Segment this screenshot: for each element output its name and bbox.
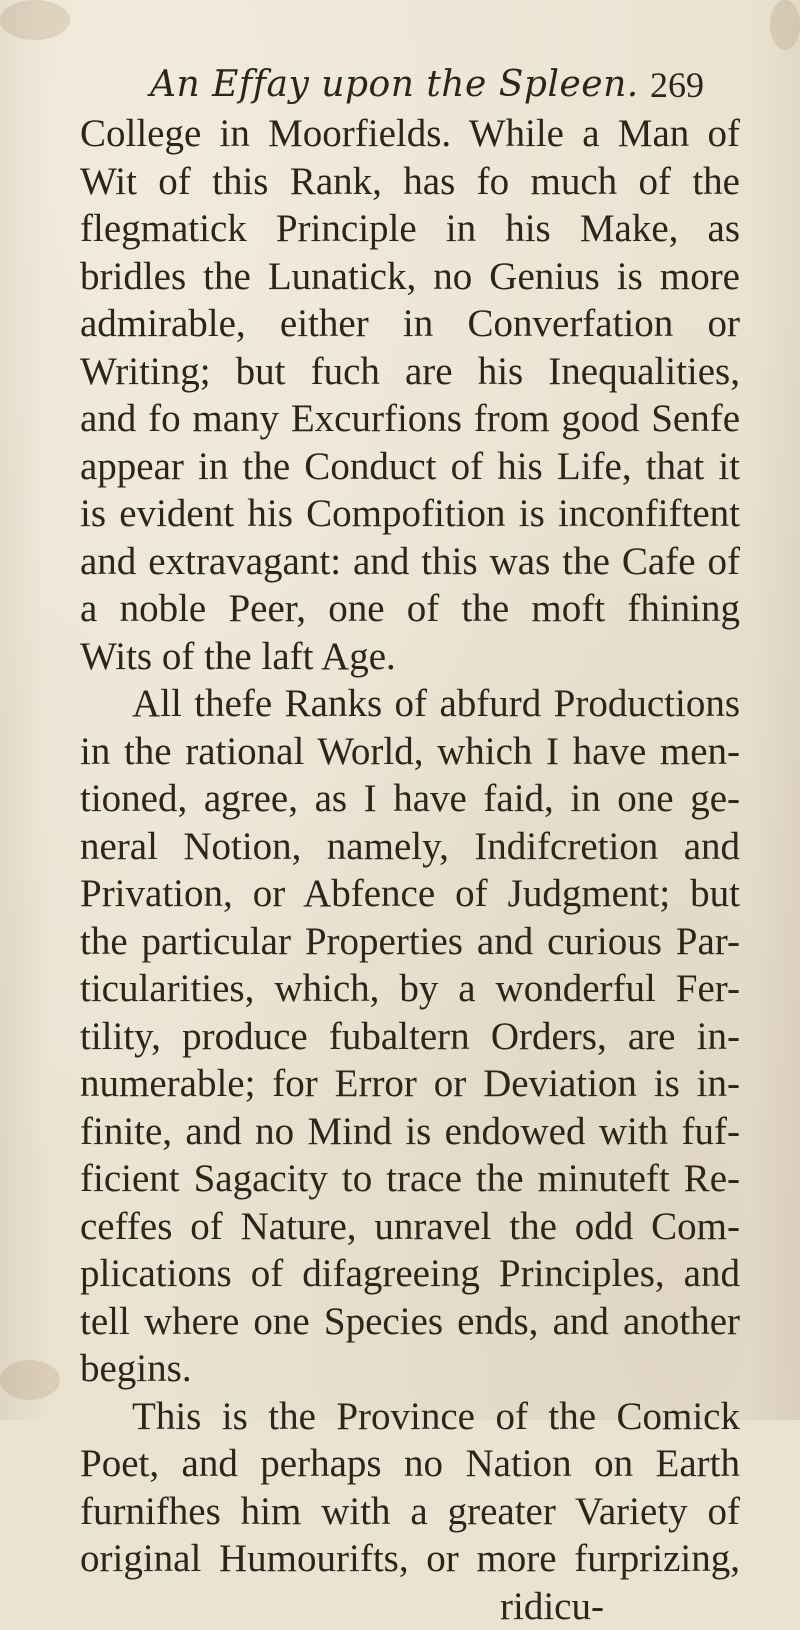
text-line: Wits of the laft Age. (80, 633, 740, 681)
text-line: Wit of this Rank, has fo much of the (80, 158, 740, 206)
text-line: admirable, either in Converfation or (80, 300, 740, 348)
text-line: furnifhes him with a greater Variety of (80, 1488, 740, 1536)
text-line: finite, and no Mind is endowed with fuf- (80, 1108, 740, 1156)
text-line: ficient Sagacity to trace the minuteft Re- (80, 1155, 740, 1203)
text-line: tioned, agree, as I have faid, in one ge- (80, 775, 740, 823)
body-text (80, 110, 740, 1630)
text-line: the particular Properties and curious Par- (80, 918, 740, 966)
text-line: numerable; for Error or Deviation is in- (80, 1060, 740, 1108)
text-line: ticularities, which, by a wonderful Fer- (80, 965, 740, 1013)
text-line: College in Moorfields. While a Man of (80, 110, 740, 158)
text-line: a noble Peer, one of the moft fhining (80, 585, 740, 633)
foxing-stain (0, 1360, 60, 1400)
catchword: ridicu- (80, 1583, 740, 1630)
text-line: Poet, and perhaps no Nation on Earth (80, 1440, 740, 1488)
text-line: flegmatick Principle in his Make, as (80, 205, 740, 253)
text-line: tell where one Species ends, and another (80, 1298, 740, 1346)
text-line: plications of difagreeing Principles, and (80, 1250, 740, 1298)
text-line: tility, produce fubaltern Orders, are in- (80, 1013, 740, 1061)
running-head (0, 60, 800, 110)
text-line: neral Notion, namely, Indifcretion and (80, 823, 740, 871)
text-line: ceffes of Nature, unravel the odd Com- (80, 1203, 740, 1251)
paragraph-first-line: This is the Province of the Comick (80, 1393, 740, 1441)
paragraph-first-line: All thefe Ranks of abfurd Productions (80, 680, 740, 728)
text-line: is evident his Compofition is inconfiftent (80, 490, 740, 538)
text-line: and fo many Excurfions from good Senfe (80, 395, 740, 443)
running-head-title: An Effay upon the Spleen. (150, 60, 639, 110)
text-line: Privation, or Abfence of Judgment; but (80, 870, 740, 918)
text-line: Writing; but fuch are his Inequalities, (80, 348, 740, 396)
text-line: begins. (80, 1345, 740, 1393)
text-line: in the rational World, which I have men- (80, 728, 740, 776)
text-line: bridles the Lunatick, no Genius is more (80, 253, 740, 301)
foxing-stain (770, 0, 800, 50)
text-line: original Humourifts, or more furprizing, (80, 1535, 740, 1583)
page-number: 269 (650, 60, 704, 110)
foxing-stain (0, 0, 70, 40)
text-line: and extravagant: and this was the Cafe of (80, 538, 740, 586)
text-line: appear in the Conduct of his Life, that it (80, 443, 740, 491)
